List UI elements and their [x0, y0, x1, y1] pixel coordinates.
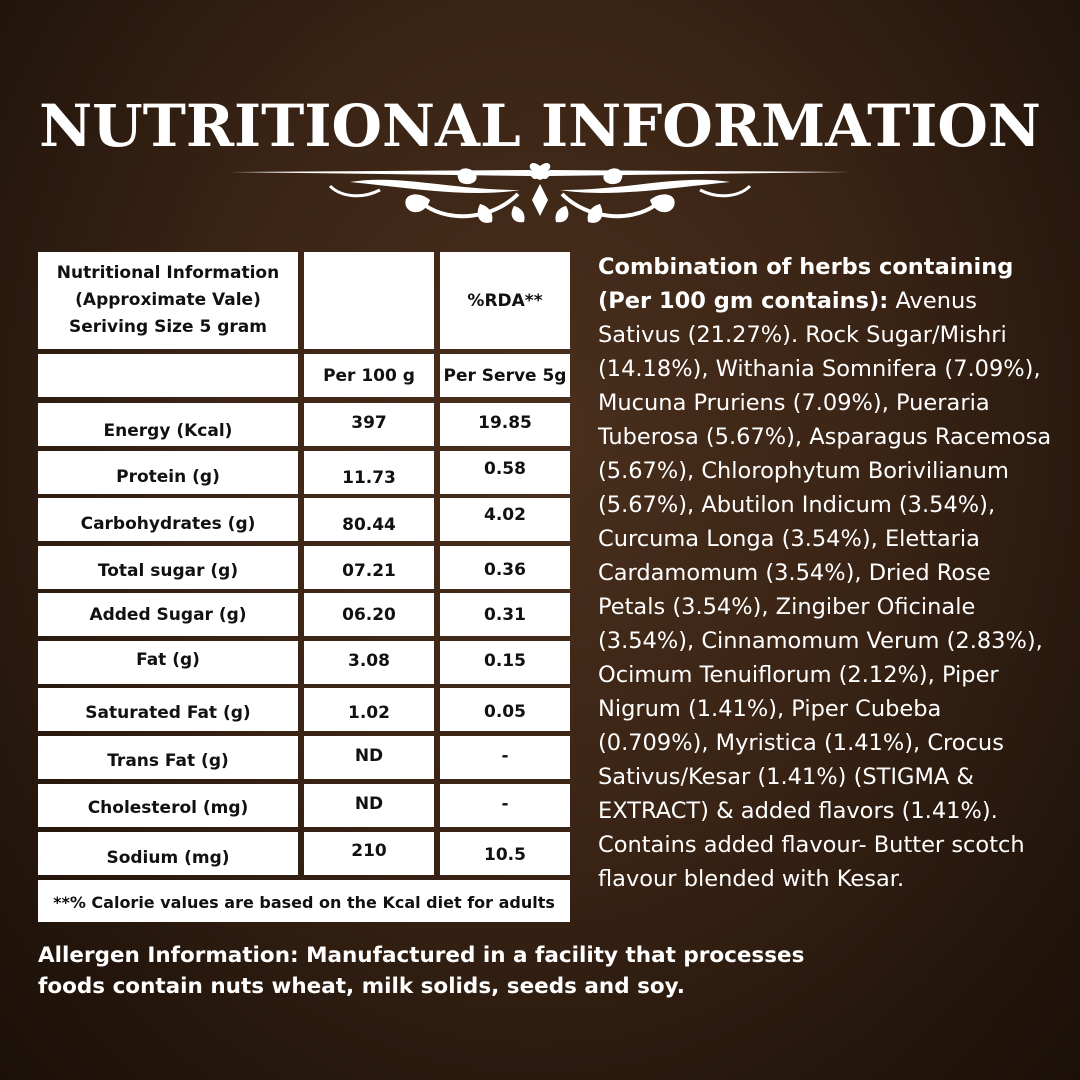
- row-perserve: 0.05: [440, 688, 570, 731]
- herbs-text: Avenus Sativus (21.27%). Rock Sugar/Mishri (14.18%), Withania Somnifera (7.09%), Mucuna Pruriens (7.09%), Pueraria Tuberosa (5.67%), Asparagus Racemosa (5.67%), Chlorophytum Borivilianum (5.67%), Abutilon Indicum (3.54%), Curcuma Longa (3.54%), Elettaria Cardamomum (3.54%), Dried Rose Petals (3.54%), Zingiber Oficinale (3.54%), Cinnamomum Verum (2.83%), Ocimum Tenuiflorum (2.12%), Piper Nigrum (1.41%), Piper Cubeba (0.709%), Myristica (1.41%), Crocus Sativus/Kesar (1.41%) (STIGMA & EXTRACT) & added flavors (1.41%). Contains added flavour- Butter scotch flavour blended with Kesar.: [598, 288, 1052, 892]
- row-name: Total sugar (g): [38, 546, 298, 589]
- row-perserve: 0.31: [440, 593, 570, 636]
- row-per100: 1.02: [304, 688, 434, 731]
- row-perserve: 0.58: [440, 451, 570, 494]
- row-perserve: -: [440, 784, 570, 827]
- row-perserve: -: [440, 736, 570, 779]
- row-name: Energy (Kcal): [38, 403, 298, 446]
- herbs-description: [598, 250, 1058, 896]
- row-name: Added Sugar (g): [38, 593, 298, 636]
- column-header-perserve: Per Serve 5g: [440, 354, 570, 397]
- header-line-2: (Approximate Vale): [75, 290, 261, 310]
- row-name: Trans Fat (g): [38, 736, 298, 779]
- row-perserve: 0.36: [440, 546, 570, 589]
- row-per100: ND: [304, 784, 434, 827]
- footnote-text: **% Calorie values are based on the Kcal diet for adults: [53, 893, 555, 912]
- page-title: NUTRITIONAL INFORMATION: [39, 92, 1041, 160]
- header-rda: %RDA**: [440, 252, 570, 349]
- row-per100: 397: [304, 403, 434, 446]
- row-perserve: 10.5: [440, 832, 570, 875]
- row-per100: 80.44: [304, 498, 434, 541]
- row-per100: 06.20: [304, 593, 434, 636]
- header-empty-cell: [304, 252, 434, 349]
- row-name: Saturated Fat (g): [38, 688, 298, 731]
- row-perserve: 0.15: [440, 641, 570, 684]
- table-header-title: [38, 252, 298, 349]
- row-per100: ND: [304, 736, 434, 779]
- herbs-heading: Combination of herbs containing (Per 100 gm contains):: [598, 254, 1014, 314]
- row-per100: 11.73: [304, 451, 434, 494]
- row-perserve: 4.02: [440, 498, 570, 541]
- table-footnote: [38, 880, 570, 922]
- decorative-flourish-icon: [230, 160, 850, 232]
- column-header-empty: [38, 354, 298, 397]
- row-name: Cholesterol (mg): [38, 784, 298, 827]
- row-name: Fat (g): [38, 641, 298, 684]
- header-line-3: Seriving Size 5 gram: [69, 317, 267, 337]
- column-header-per100: Per 100 g: [304, 354, 434, 397]
- row-per100: 3.08: [304, 641, 434, 684]
- row-name: Protein (g): [38, 451, 298, 494]
- row-name: Sodium (mg): [38, 832, 298, 875]
- allergen-information: Allergen Information: Manufactured in a facility that processes foods contain nuts wheat, milk solids, seeds and soy.: [38, 943, 805, 999]
- row-perserve: 19.85: [440, 403, 570, 446]
- row-per100: 210: [304, 832, 434, 875]
- row-name: Carbohydrates (g): [38, 498, 298, 541]
- header-line-1: Nutritional Information: [56, 263, 280, 283]
- row-per100: 07.21: [304, 546, 434, 589]
